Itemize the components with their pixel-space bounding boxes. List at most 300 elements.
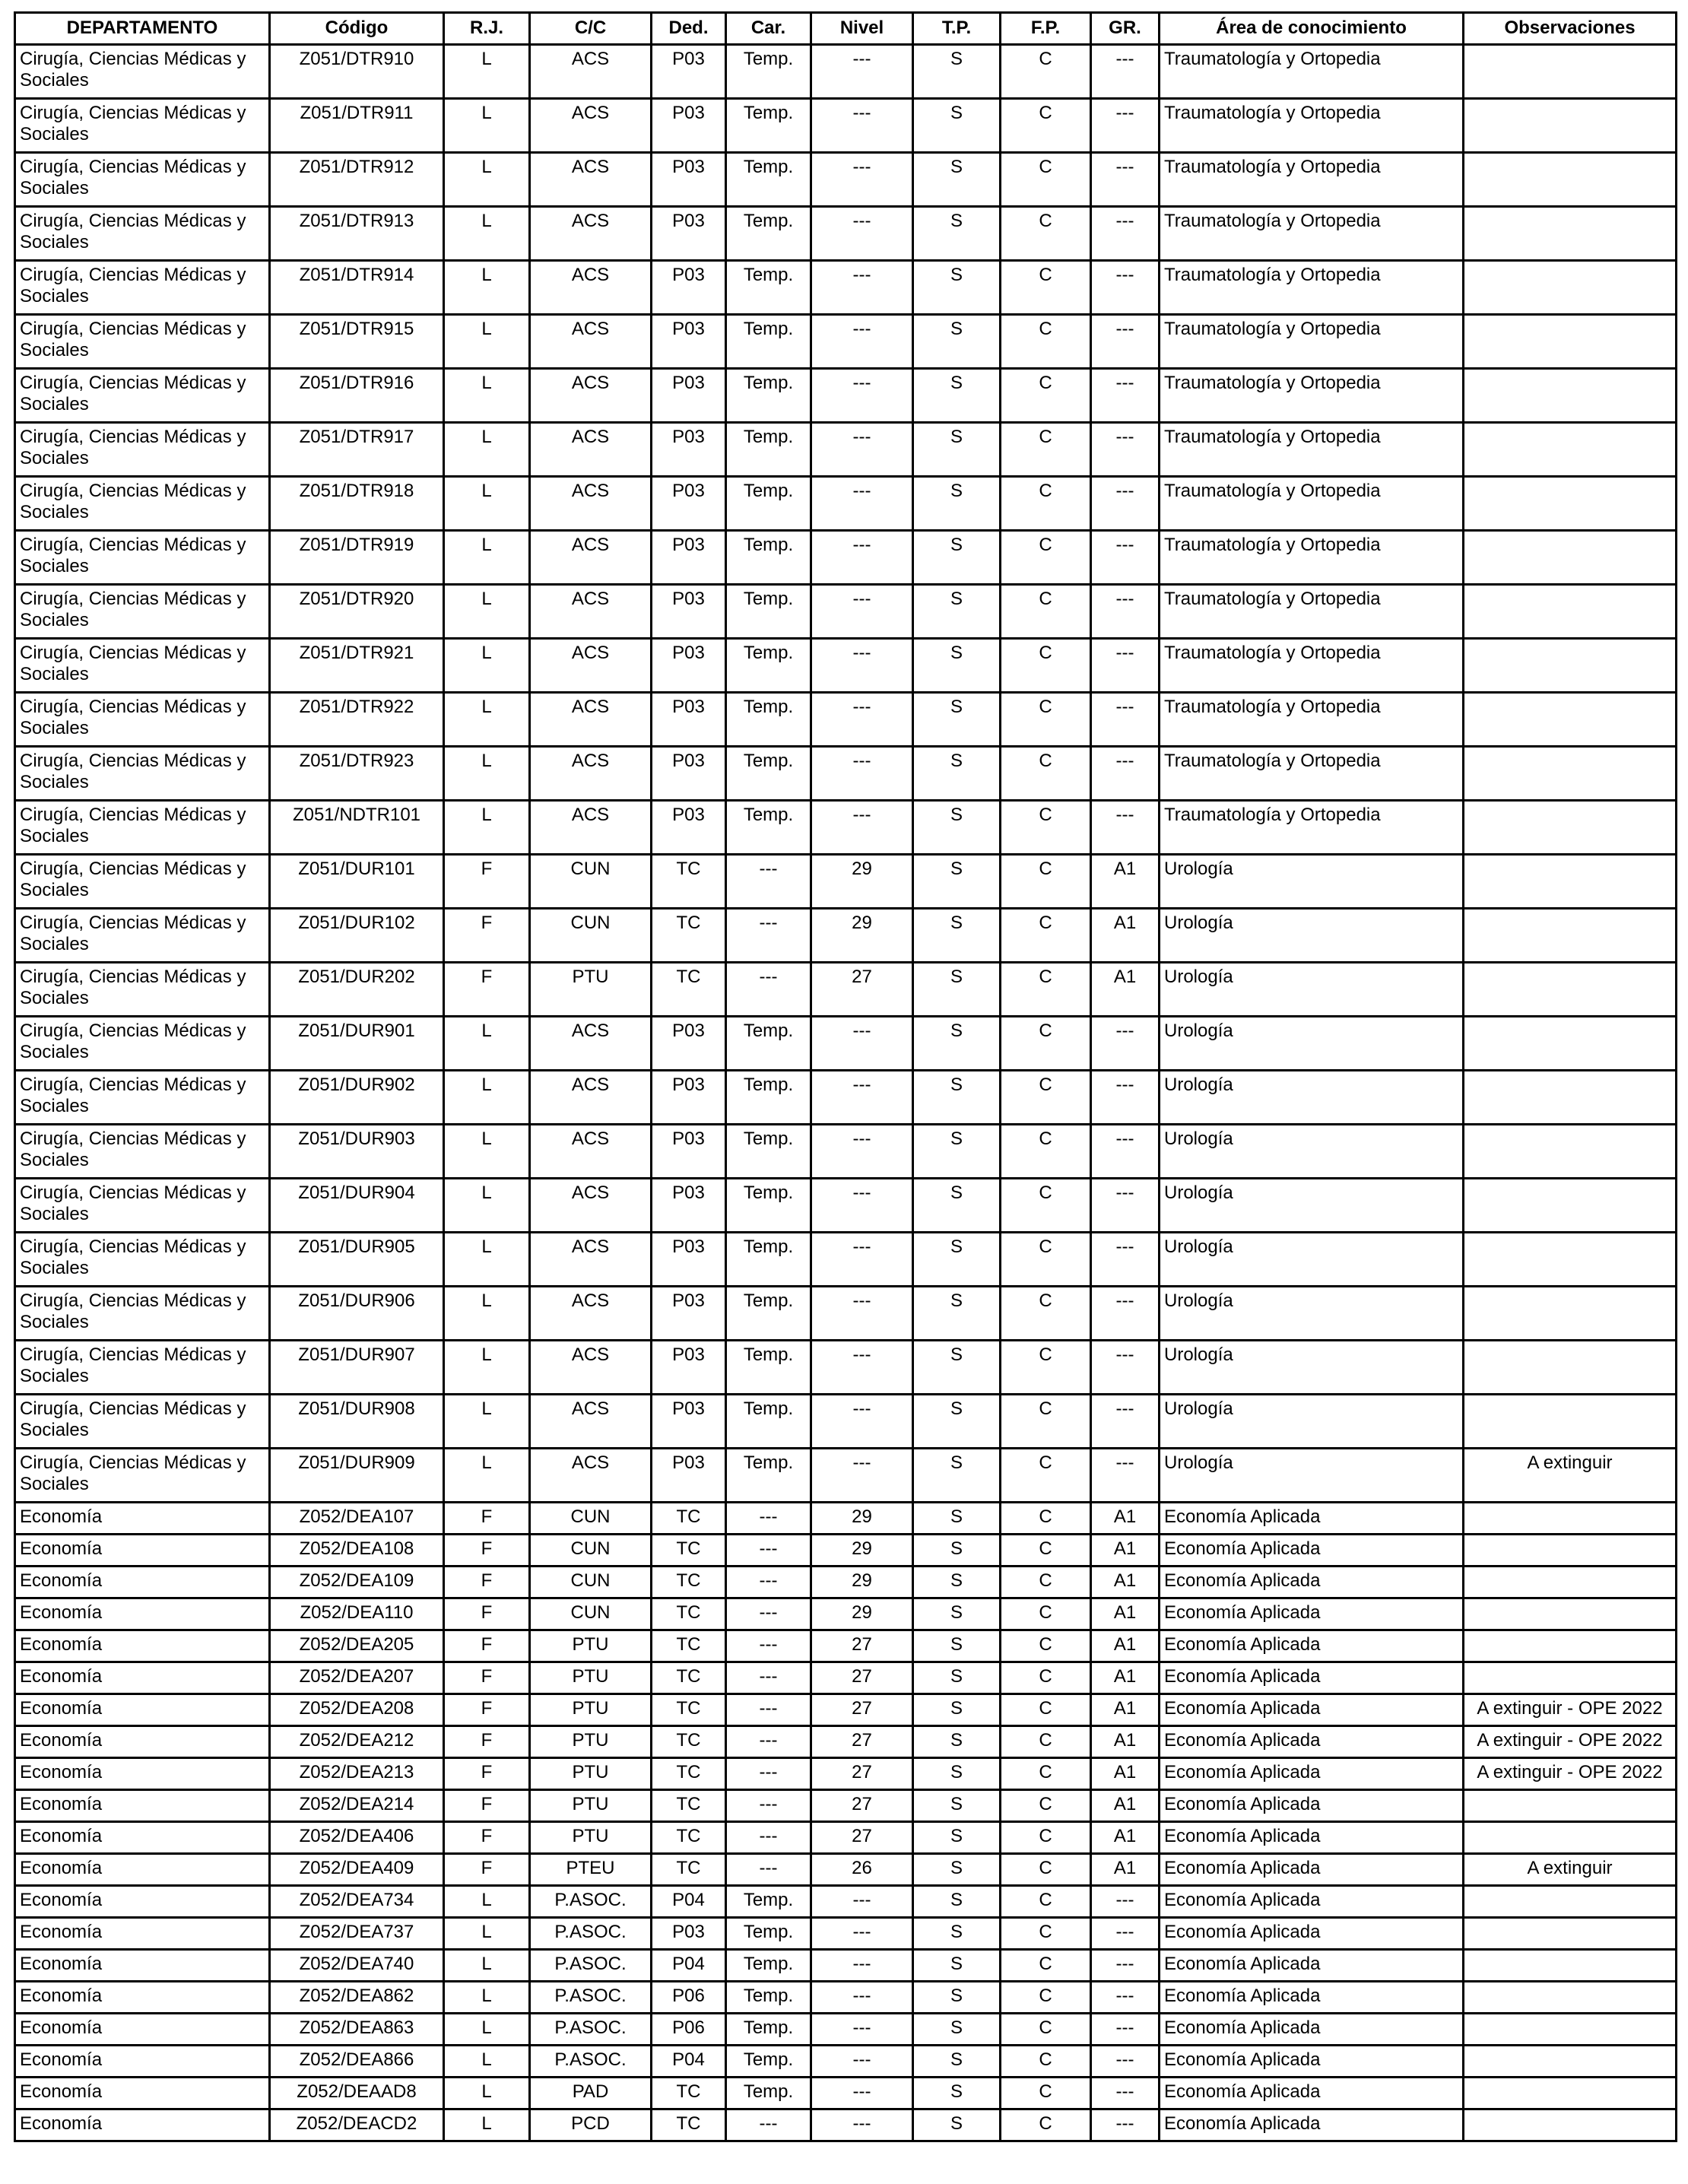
cell-area: Traumatología y Ortopedia: [1160, 153, 1464, 207]
cell-cc: ACS: [530, 693, 652, 747]
cell-rj: L: [444, 1449, 530, 1503]
header-nivel: Nivel: [811, 13, 913, 45]
cell-nivel: ---: [811, 531, 913, 585]
cell-tp: S: [913, 801, 1001, 855]
cell-fp: C: [1001, 1233, 1091, 1287]
cell-tp: S: [913, 1662, 1001, 1694]
cell-observaciones: [1464, 261, 1677, 315]
cell-codigo: Z051/DUR906: [270, 1287, 444, 1341]
cell-rj: L: [444, 801, 530, 855]
cell-rj: L: [444, 369, 530, 423]
cell-codigo: Z051/DTR919: [270, 531, 444, 585]
cell-rj: L: [444, 315, 530, 369]
cell-codigo: Z051/DTR911: [270, 99, 444, 153]
cell-car: Temp.: [726, 639, 811, 693]
cell-gr: ---: [1091, 531, 1160, 585]
cell-rj: F: [444, 1567, 530, 1598]
cell-gr: ---: [1091, 1287, 1160, 1341]
cell-rj: L: [444, 2109, 530, 2141]
cell-nivel: ---: [811, 2046, 913, 2078]
cell-car: ---: [726, 1854, 811, 1886]
cell-cc: P.ASOC.: [530, 2046, 652, 2078]
cell-gr: A1: [1091, 1790, 1160, 1822]
cell-cc: ACS: [530, 747, 652, 801]
cell-departamento: Cirugía, Ciencias Médicas y Sociales: [15, 801, 270, 855]
cell-nivel: ---: [811, 1287, 913, 1341]
cell-car: Temp.: [726, 45, 811, 99]
cell-area: Urología: [1160, 855, 1464, 909]
cell-rj: L: [444, 2014, 530, 2046]
cell-cc: CUN: [530, 855, 652, 909]
cell-car: Temp.: [726, 1179, 811, 1233]
cell-car: ---: [726, 2109, 811, 2141]
cell-codigo: Z052/DEA740: [270, 1950, 444, 1982]
cell-ded: TC: [652, 1758, 726, 1790]
header-cc: C/C: [530, 13, 652, 45]
cell-nivel: 29: [811, 909, 913, 963]
cell-tp: S: [913, 1017, 1001, 1071]
cell-ded: P03: [652, 1287, 726, 1341]
cell-departamento: Economía: [15, 1726, 270, 1758]
cell-gr: A1: [1091, 1694, 1160, 1726]
cell-observaciones: [1464, 2109, 1677, 2141]
table-body: [15, 45, 1677, 2141]
cell-observaciones: [1464, 1395, 1677, 1449]
cell-fp: C: [1001, 2046, 1091, 2078]
cell-gr: A1: [1091, 963, 1160, 1017]
cell-gr: ---: [1091, 315, 1160, 369]
cell-cc: ACS: [530, 1125, 652, 1179]
cell-cc: ACS: [530, 315, 652, 369]
cell-rj: L: [444, 1071, 530, 1125]
cell-codigo: Z051/DUR101: [270, 855, 444, 909]
cell-rj: L: [444, 585, 530, 639]
cell-nivel: 27: [811, 1790, 913, 1822]
table-row: [15, 1822, 1677, 1854]
cell-nivel: ---: [811, 315, 913, 369]
cell-observaciones: [1464, 1287, 1677, 1341]
cell-codigo: Z051/DTR912: [270, 153, 444, 207]
table-row: [15, 1567, 1677, 1598]
cell-cc: ACS: [530, 1449, 652, 1503]
cell-cc: ACS: [530, 1287, 652, 1341]
cell-car: ---: [726, 909, 811, 963]
header-ded: Ded.: [652, 13, 726, 45]
cell-nivel: 27: [811, 1662, 913, 1694]
cell-area: Economía Aplicada: [1160, 1630, 1464, 1662]
cell-gr: ---: [1091, 801, 1160, 855]
cell-car: Temp.: [726, 1918, 811, 1950]
cell-codigo: Z051/DTR913: [270, 207, 444, 261]
table-row: [15, 1125, 1677, 1179]
cell-codigo: Z052/DEA110: [270, 1598, 444, 1630]
cell-gr: A1: [1091, 1503, 1160, 1535]
cell-rj: L: [444, 261, 530, 315]
table-row: [15, 261, 1677, 315]
header-codigo: Código: [270, 13, 444, 45]
cell-fp: C: [1001, 1341, 1091, 1395]
cell-rj: L: [444, 477, 530, 531]
cell-area: Urología: [1160, 1125, 1464, 1179]
cell-fp: C: [1001, 153, 1091, 207]
cell-gr: A1: [1091, 1598, 1160, 1630]
cell-fp: C: [1001, 1662, 1091, 1694]
cell-rj: L: [444, 423, 530, 477]
cell-ded: P03: [652, 747, 726, 801]
cell-departamento: Cirugía, Ciencias Médicas y Sociales: [15, 423, 270, 477]
cell-cc: PTU: [530, 1630, 652, 1662]
cell-gr: ---: [1091, 423, 1160, 477]
cell-observaciones: [1464, 585, 1677, 639]
cell-observaciones: [1464, 99, 1677, 153]
cell-rj: F: [444, 1822, 530, 1854]
cell-rj: L: [444, 639, 530, 693]
cell-departamento: Cirugía, Ciencias Médicas y Sociales: [15, 1179, 270, 1233]
cell-observaciones: [1464, 1982, 1677, 2014]
cell-rj: F: [444, 909, 530, 963]
table-row: [15, 1071, 1677, 1125]
table-row: [15, 801, 1677, 855]
cell-car: ---: [726, 1567, 811, 1598]
cell-observaciones: [1464, 2046, 1677, 2078]
cell-ded: P03: [652, 477, 726, 531]
cell-tp: S: [913, 1630, 1001, 1662]
cell-cc: PCD: [530, 2109, 652, 2141]
table-row: [15, 153, 1677, 207]
cell-area: Urología: [1160, 1341, 1464, 1395]
cell-fp: C: [1001, 693, 1091, 747]
table-row: [15, 1017, 1677, 1071]
cell-codigo: Z052/DEA214: [270, 1790, 444, 1822]
cell-observaciones: [1464, 1017, 1677, 1071]
cell-area: Traumatología y Ortopedia: [1160, 693, 1464, 747]
cell-car: Temp.: [726, 1950, 811, 1982]
cell-nivel: ---: [811, 1918, 913, 1950]
header-fp: F.P.: [1001, 13, 1091, 45]
cell-ded: TC: [652, 1854, 726, 1886]
cell-nivel: ---: [811, 1341, 913, 1395]
cell-fp: C: [1001, 1726, 1091, 1758]
cell-codigo: Z051/DUR907: [270, 1341, 444, 1395]
cell-gr: ---: [1091, 207, 1160, 261]
cell-gr: ---: [1091, 1233, 1160, 1287]
cell-tp: S: [913, 1125, 1001, 1179]
cell-tp: S: [913, 207, 1001, 261]
cell-rj: L: [444, 99, 530, 153]
cell-ded: P04: [652, 2046, 726, 2078]
cell-observaciones: [1464, 1125, 1677, 1179]
cell-nivel: ---: [811, 639, 913, 693]
cell-tp: S: [913, 2046, 1001, 2078]
cell-rj: F: [444, 963, 530, 1017]
cell-nivel: ---: [811, 369, 913, 423]
cell-codigo: Z052/DEA734: [270, 1886, 444, 1918]
cell-nivel: 27: [811, 1630, 913, 1662]
cell-cc: PTU: [530, 1662, 652, 1694]
cell-area: Traumatología y Ortopedia: [1160, 369, 1464, 423]
cell-area: Traumatología y Ortopedia: [1160, 747, 1464, 801]
cell-observaciones: [1464, 1950, 1677, 1982]
cell-area: Urología: [1160, 1449, 1464, 1503]
cell-nivel: ---: [811, 477, 913, 531]
table-row: [15, 909, 1677, 963]
cell-gr: ---: [1091, 1341, 1160, 1395]
cell-rj: L: [444, 153, 530, 207]
table-row: [15, 2109, 1677, 2141]
cell-ded: P03: [652, 1071, 726, 1125]
cell-observaciones: [1464, 153, 1677, 207]
cell-ded: P03: [652, 693, 726, 747]
table-row: [15, 1758, 1677, 1790]
cell-codigo: Z051/DUR905: [270, 1233, 444, 1287]
cell-gr: ---: [1091, 2109, 1160, 2141]
cell-fp: C: [1001, 531, 1091, 585]
cell-cc: CUN: [530, 1503, 652, 1535]
cell-cc: ACS: [530, 423, 652, 477]
cell-fp: C: [1001, 1567, 1091, 1598]
header-gr: GR.: [1091, 13, 1160, 45]
cell-area: Economía Aplicada: [1160, 1726, 1464, 1758]
cell-departamento: Cirugía, Ciencias Médicas y Sociales: [15, 1017, 270, 1071]
cell-cc: ACS: [530, 1341, 652, 1395]
cell-gr: A1: [1091, 1822, 1160, 1854]
cell-fp: C: [1001, 207, 1091, 261]
cell-ded: P04: [652, 1886, 726, 1918]
cell-nivel: ---: [811, 261, 913, 315]
cell-observaciones: [1464, 1535, 1677, 1567]
cell-departamento: Economía: [15, 2109, 270, 2141]
cell-cc: CUN: [530, 909, 652, 963]
cell-gr: A1: [1091, 1662, 1160, 1694]
cell-car: Temp.: [726, 1341, 811, 1395]
table-row: [15, 45, 1677, 99]
cell-car: Temp.: [726, 531, 811, 585]
cell-fp: C: [1001, 1758, 1091, 1790]
cell-ded: P03: [652, 261, 726, 315]
cell-nivel: 29: [811, 855, 913, 909]
cell-nivel: ---: [811, 2109, 913, 2141]
cell-cc: CUN: [530, 1598, 652, 1630]
cell-car: Temp.: [726, 1886, 811, 1918]
cell-fp: C: [1001, 639, 1091, 693]
table-row: [15, 639, 1677, 693]
cell-cc: ACS: [530, 1233, 652, 1287]
cell-fp: C: [1001, 1886, 1091, 1918]
cell-fp: C: [1001, 45, 1091, 99]
cell-observaciones: [1464, 1918, 1677, 1950]
cell-observaciones: [1464, 1179, 1677, 1233]
table-row: [15, 1535, 1677, 1567]
cell-observaciones: A extinguir: [1464, 1449, 1677, 1503]
cell-car: Temp.: [726, 2014, 811, 2046]
cell-car: Temp.: [726, 2078, 811, 2109]
cell-observaciones: A extinguir - OPE 2022: [1464, 1758, 1677, 1790]
table-row: [15, 1950, 1677, 1982]
cell-fp: C: [1001, 585, 1091, 639]
cell-area: Urología: [1160, 1233, 1464, 1287]
cell-cc: ACS: [530, 1071, 652, 1125]
cell-tp: S: [913, 1918, 1001, 1950]
cell-rj: F: [444, 1854, 530, 1886]
cell-fp: C: [1001, 1630, 1091, 1662]
cell-departamento: Cirugía, Ciencias Médicas y Sociales: [15, 855, 270, 909]
cell-departamento: Cirugía, Ciencias Médicas y Sociales: [15, 153, 270, 207]
cell-gr: A1: [1091, 1630, 1160, 1662]
cell-departamento: Cirugía, Ciencias Médicas y Sociales: [15, 531, 270, 585]
cell-observaciones: [1464, 855, 1677, 909]
cell-car: Temp.: [726, 369, 811, 423]
table-row: [15, 2046, 1677, 2078]
cell-codigo: Z052/DEA737: [270, 1918, 444, 1950]
cell-rj: L: [444, 2046, 530, 2078]
cell-car: Temp.: [726, 1071, 811, 1125]
cell-departamento: Economía: [15, 1982, 270, 2014]
cell-fp: C: [1001, 1694, 1091, 1726]
cell-departamento: Economía: [15, 1790, 270, 1822]
cell-codigo: Z051/DUR903: [270, 1125, 444, 1179]
cell-fp: C: [1001, 1395, 1091, 1449]
cell-departamento: Economía: [15, 1503, 270, 1535]
cell-nivel: ---: [811, 1886, 913, 1918]
cell-area: Traumatología y Ortopedia: [1160, 261, 1464, 315]
cell-nivel: ---: [811, 1982, 913, 2014]
cell-gr: ---: [1091, 2078, 1160, 2109]
cell-area: Economía Aplicada: [1160, 2109, 1464, 2141]
cell-codigo: Z051/DUR909: [270, 1449, 444, 1503]
cell-observaciones: [1464, 2014, 1677, 2046]
cell-gr: ---: [1091, 1886, 1160, 1918]
cell-nivel: 27: [811, 1822, 913, 1854]
cell-cc: PAD: [530, 2078, 652, 2109]
cell-cc: PTU: [530, 1726, 652, 1758]
header-area: Área de conocimiento: [1160, 13, 1464, 45]
cell-codigo: Z051/DTR917: [270, 423, 444, 477]
cell-fp: C: [1001, 315, 1091, 369]
cell-gr: ---: [1091, 2014, 1160, 2046]
cell-ded: P03: [652, 1395, 726, 1449]
cell-tp: S: [913, 1567, 1001, 1598]
cell-cc: ACS: [530, 99, 652, 153]
cell-car: Temp.: [726, 477, 811, 531]
cell-departamento: Cirugía, Ciencias Médicas y Sociales: [15, 693, 270, 747]
cell-area: Economía Aplicada: [1160, 1918, 1464, 1950]
cell-area: Economía Aplicada: [1160, 1535, 1464, 1567]
cell-codigo: Z051/DUR902: [270, 1071, 444, 1125]
cell-fp: C: [1001, 1598, 1091, 1630]
cell-departamento: Cirugía, Ciencias Médicas y Sociales: [15, 315, 270, 369]
cell-tp: S: [913, 639, 1001, 693]
cell-fp: C: [1001, 2014, 1091, 2046]
cell-codigo: Z052/DEA107: [270, 1503, 444, 1535]
cell-rj: F: [444, 1630, 530, 1662]
cell-tp: S: [913, 1395, 1001, 1449]
cell-area: Economía Aplicada: [1160, 1758, 1464, 1790]
cell-departamento: Cirugía, Ciencias Médicas y Sociales: [15, 1233, 270, 1287]
cell-ded: P03: [652, 99, 726, 153]
cell-gr: ---: [1091, 1017, 1160, 1071]
cell-observaciones: [1464, 639, 1677, 693]
cell-nivel: ---: [811, 801, 913, 855]
cell-rj: F: [444, 1503, 530, 1535]
cell-cc: PTU: [530, 1822, 652, 1854]
cell-codigo: Z051/DUR901: [270, 1017, 444, 1071]
cell-rj: L: [444, 207, 530, 261]
cell-codigo: Z051/DTR921: [270, 639, 444, 693]
header-observaciones: Observaciones: [1464, 13, 1677, 45]
cell-ded: P03: [652, 639, 726, 693]
cell-rj: L: [444, 747, 530, 801]
cell-area: Economía Aplicada: [1160, 1662, 1464, 1694]
cell-area: Traumatología y Ortopedia: [1160, 531, 1464, 585]
cell-car: Temp.: [726, 153, 811, 207]
cell-tp: S: [913, 855, 1001, 909]
cell-codigo: Z051/DTR914: [270, 261, 444, 315]
cell-codigo: Z051/DUR102: [270, 909, 444, 963]
cell-cc: P.ASOC.: [530, 1886, 652, 1918]
table-row: [15, 207, 1677, 261]
cell-car: ---: [726, 1535, 811, 1567]
cell-fp: C: [1001, 369, 1091, 423]
cell-codigo: Z051/DTR922: [270, 693, 444, 747]
cell-car: Temp.: [726, 315, 811, 369]
cell-cc: ACS: [530, 45, 652, 99]
cell-gr: ---: [1091, 1395, 1160, 1449]
cell-gr: ---: [1091, 639, 1160, 693]
cell-departamento: Cirugía, Ciencias Médicas y Sociales: [15, 1287, 270, 1341]
cell-observaciones: [1464, 1598, 1677, 1630]
cell-observaciones: [1464, 477, 1677, 531]
cell-car: ---: [726, 1758, 811, 1790]
cell-codigo: Z051/DTR915: [270, 315, 444, 369]
cell-area: Economía Aplicada: [1160, 1950, 1464, 1982]
cell-nivel: ---: [811, 1233, 913, 1287]
cell-tp: S: [913, 261, 1001, 315]
cell-observaciones: [1464, 315, 1677, 369]
cell-rj: F: [444, 1790, 530, 1822]
cell-ded: TC: [652, 1822, 726, 1854]
cell-fp: C: [1001, 2078, 1091, 2109]
cell-ded: P03: [652, 1017, 726, 1071]
cell-car: Temp.: [726, 1287, 811, 1341]
cell-cc: ACS: [530, 207, 652, 261]
cell-fp: C: [1001, 477, 1091, 531]
table-row: [15, 747, 1677, 801]
table-row: [15, 1886, 1677, 1918]
cell-car: ---: [726, 1662, 811, 1694]
cell-cc: ACS: [530, 261, 652, 315]
cell-nivel: ---: [811, 45, 913, 99]
cell-gr: A1: [1091, 1726, 1160, 1758]
cell-ded: P03: [652, 531, 726, 585]
cell-nivel: ---: [811, 1395, 913, 1449]
cell-tp: S: [913, 1503, 1001, 1535]
cell-departamento: Economía: [15, 1535, 270, 1567]
cell-tp: S: [913, 99, 1001, 153]
cell-area: Economía Aplicada: [1160, 2078, 1464, 2109]
cell-departamento: Economía: [15, 2046, 270, 2078]
cell-ded: P06: [652, 1982, 726, 2014]
cell-tp: S: [913, 531, 1001, 585]
cell-observaciones: [1464, 963, 1677, 1017]
cell-car: Temp.: [726, 1449, 811, 1503]
cell-area: Economía Aplicada: [1160, 1854, 1464, 1886]
cell-departamento: Economía: [15, 1567, 270, 1598]
cell-car: Temp.: [726, 2046, 811, 2078]
cell-tp: S: [913, 1854, 1001, 1886]
cell-ded: TC: [652, 1662, 726, 1694]
cell-fp: C: [1001, 261, 1091, 315]
cell-car: ---: [726, 1598, 811, 1630]
